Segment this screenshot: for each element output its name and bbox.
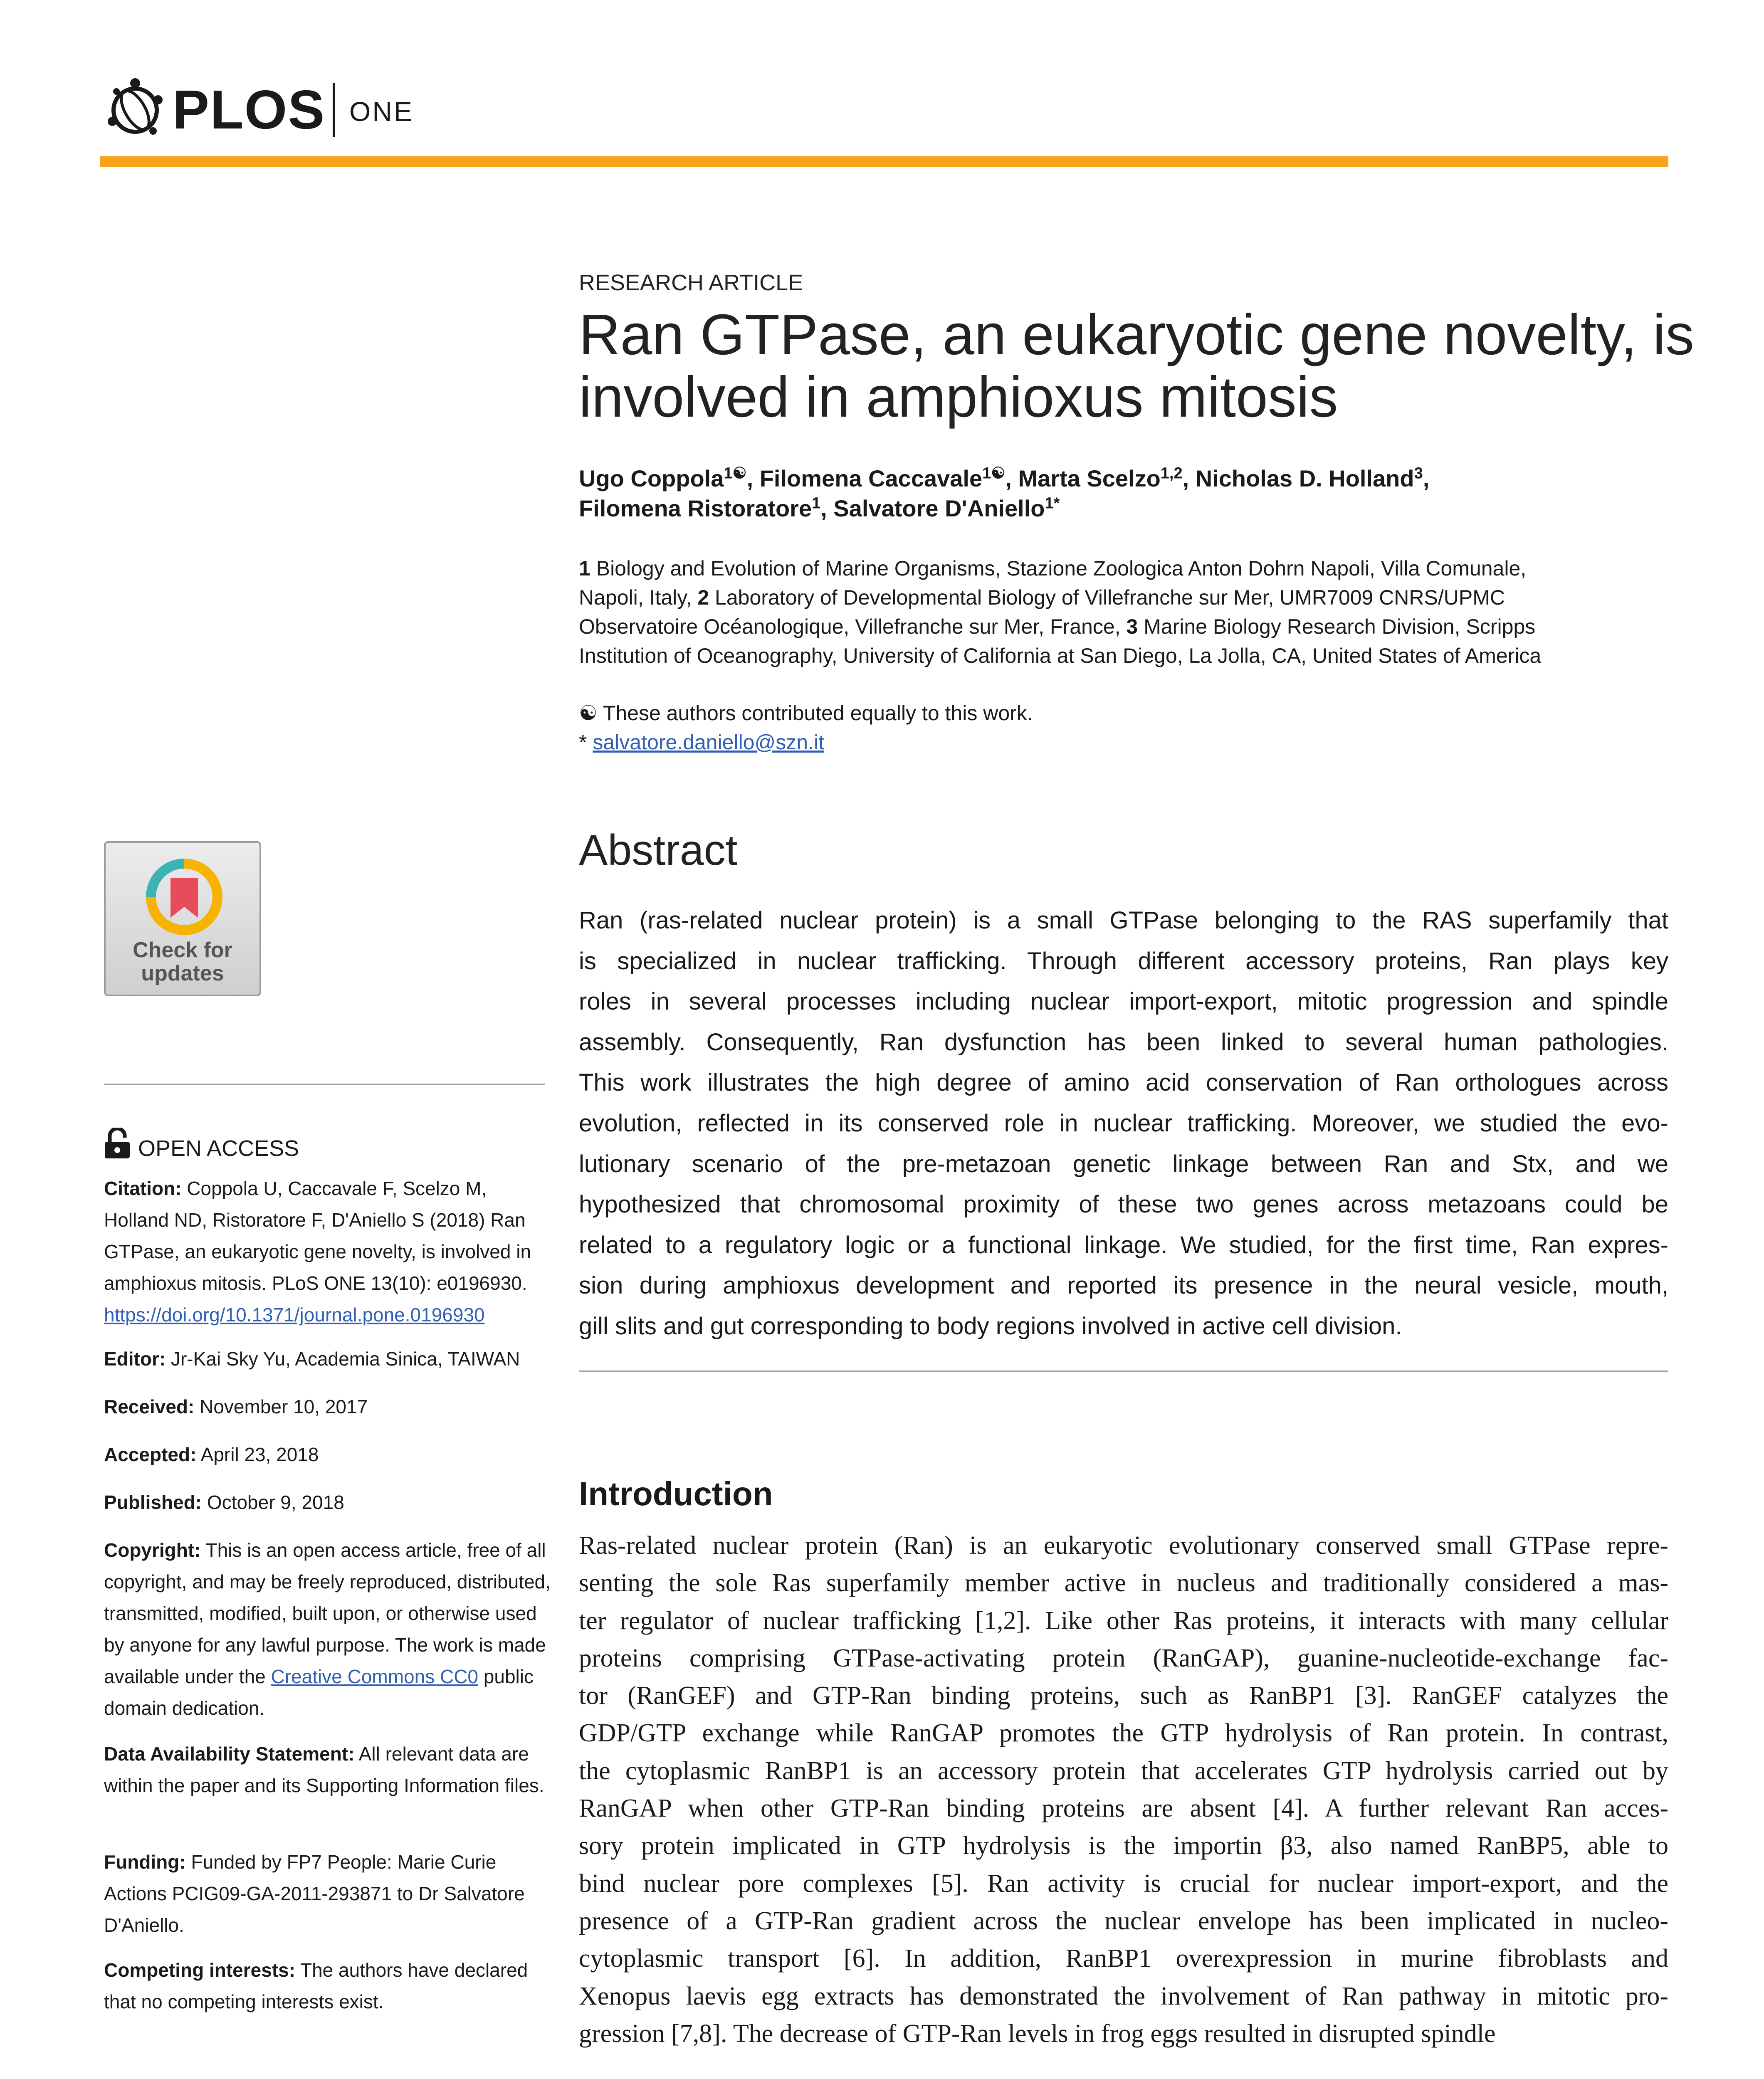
author-notes	[579, 699, 1668, 757]
introduction-heading: Introduction	[579, 1475, 773, 1512]
author-name: Filomena Ristoratore	[579, 495, 812, 521]
introduction-body: Ras-related nuclear protein (Ran) is an eukaryotic evolutionary conserved small GTPase repre- senting the sole Ras superfamily member active in nucleus and traditionally considered a mas- ter regulator of nuclear trafficking [1,2]. Like other Ras proteins, it interacts with many cellular proteins comprising GTPase-activating protein (RanGAP), guanine-nucleotide-exchange fac- tor (RanGEF) and GTP-Ran binding proteins, such as RanBP1 [3]. RanGEF catalyzes the GDP/GTP exchange while RanGAP promotes the GTP hydrolysis of Ran protein. In contrast, the cytoplasmic RanBP1 is an accessory protein that accelerates GTP hydrolysis carried out by RanGAP when other GTP-Ran binding proteins are absent [4]. A further relevant Ran acces- sory protein implicated in GTP hydrolysis is the importin β3, also named RanBP5, able to bind nuclear pore complexes [5]. Ran activity is crucial for nuclear import-export, and the presence of a GTP-Ran gradient across the nuclear envelope has been implicated in nucleo- cytoplasmic transport [6]. In addition, RanBP1 overexpression in murine fibroblasts and Xenopus laevis egg extracts has demonstrated the involvement of Ran pathway in mitotic pro- gression [7,8]. The decrease of GTP-Ran levels in frog eggs resulted in disrupted spindle	[579, 1531, 1668, 2048]
open-access-label: OPEN ACCESS	[138, 1136, 299, 1161]
corresponding-mark: *	[579, 731, 587, 754]
editor-line: Editor: Jr-Kai Sky Yu, Academia Sinica, TAIWAN	[104, 1348, 520, 1370]
abstract-divider	[579, 1370, 1668, 1372]
equal-contribution-note: ☯ These authors contributed equally to this work.	[579, 701, 1033, 725]
received-line: Received: November 10, 2017	[104, 1396, 368, 1417]
article-title: Ran GTPase, an eukaryotic gene novelty, is involved in amphioxus mitosis	[579, 303, 1695, 429]
author-name: Marta Scelzo	[1018, 465, 1161, 491]
published-line: Published: October 9, 2018	[104, 1491, 344, 1513]
author-name: Filomena Caccavale	[759, 465, 983, 491]
journal-wordmark: ONE	[349, 96, 414, 127]
competing-interests-block: Competing interests: The authors have declared that no competing interests exist.	[104, 1959, 528, 2012]
author-list: Ugo Coppola$^{1☯}$, Filomena Caccavale$^{1☯}$, Marta Scelzo$^{1,2}$, Nicholas D. Holland$^3$, Filomena Ristoratore$^1$, Salvatore D'Aniello$^{1*}$	[579, 464, 1430, 521]
author-name: Salvatore D'Aniello	[833, 495, 1045, 521]
accepted-line: Accepted: April 23, 2018	[104, 1444, 319, 1465]
funding-block: Funding: Funded by FP7 People: Marie Curie Actions PCIG09-GA-2011-293871 to Dr Salvatore D'Aniello.	[104, 1851, 525, 1936]
open-lock-icon	[104, 1128, 131, 1159]
sidebar-divider	[104, 1084, 545, 1085]
abstract-body: Ran (ras-related nuclear protein) is a small GTPase belonging to the RAS superfamily that is specialized in nuclear trafficking. Through different accessory proteins, Ran plays key roles in several processes including nuclear import-export, mitotic progression and spindle assembly. Consequently, Ran dysfunction has been linked to several human pathologies. This work illustrates the high degree of amino acid conservation of Ran orthologues across evolution, reflected in its conserved role in nuclear trafficking. Moreover, we studied the evo- lutionary scenario of the pre-metazoan genetic linkage between Ran and Stx, and we hypothesized that chromosomal proximity of these two genes across metazoans could be related to a regulatory logic or a functional linkage. We studied, for the first time, Ran expres- sion during amphioxus development and reported its presence in the neural vesicle, mouth, gill slits and gut corresponding to body regions involved in active cell division.	[579, 907, 1668, 1340]
data-availability-block: Data Availability Statement: All relevant data are within the paper and its Supporting Information files.	[104, 1743, 544, 1796]
check-for-updates-badge[interactable]	[104, 841, 261, 996]
plos-wordmark: PLOS	[173, 79, 326, 140]
citation-doi-link[interactable]: https://doi.org/10.1371/journal.pone.0196930	[104, 1304, 485, 1326]
corresponding-email-link[interactable]: salvatore.daniello@szn.it	[593, 731, 824, 754]
plos-globe-icon	[100, 75, 170, 146]
copyright-block: Copyright: This is an open access article, free of all copyright, and may be freely reproduced, distributed, transmitted, modified, built upon, or otherwise used by anyone for any lawful purpose. The work is made available under the Creative Commons CC0 public domain dedication.	[104, 1539, 551, 1719]
author-name: Nicholas D. Holland	[1195, 465, 1414, 491]
header-accent-bar	[100, 156, 1668, 167]
crossmark-label: Check for updates	[133, 938, 232, 985]
article-type-label: RESEARCH ARTICLE	[579, 270, 803, 295]
affiliations-block: 1 Biology and Evolution of Marine Organisms, Stazione Zoologica Anton Dohrn Napoli, Villa Comunale, Napoli, Italy, 2 Laboratory of Developmental Biology of Villefranche sur Mer, UMR7009 CNRS/UPMC Observatoire Océanologique, Villefranche sur Mer, France, 3 Marine Biology Research Division, Scripps Institution of Oceanography, University of California at San Diego, La Jolla, CA, United States of America	[579, 557, 1542, 667]
creative-commons-link[interactable]: Creative Commons CC0	[271, 1666, 478, 1687]
abstract-heading: Abstract	[579, 826, 738, 874]
logo-divider	[333, 83, 335, 137]
citation-block: Citation: Coppola U, Caccavale F, Scelzo M, Holland ND, Ristoratore F, D'Aniello S (2018) Ran GTPase, an eukaryotic gene novelty, is involved in amphioxus mitosis. PLoS ONE 13(10): e0196930. https://doi.org/10.1371/journal.pone.0196930	[104, 1178, 531, 1326]
author-name: Ugo Coppola	[579, 465, 724, 491]
plos-one-logo	[100, 75, 424, 146]
crossmark-icon	[141, 856, 228, 935]
